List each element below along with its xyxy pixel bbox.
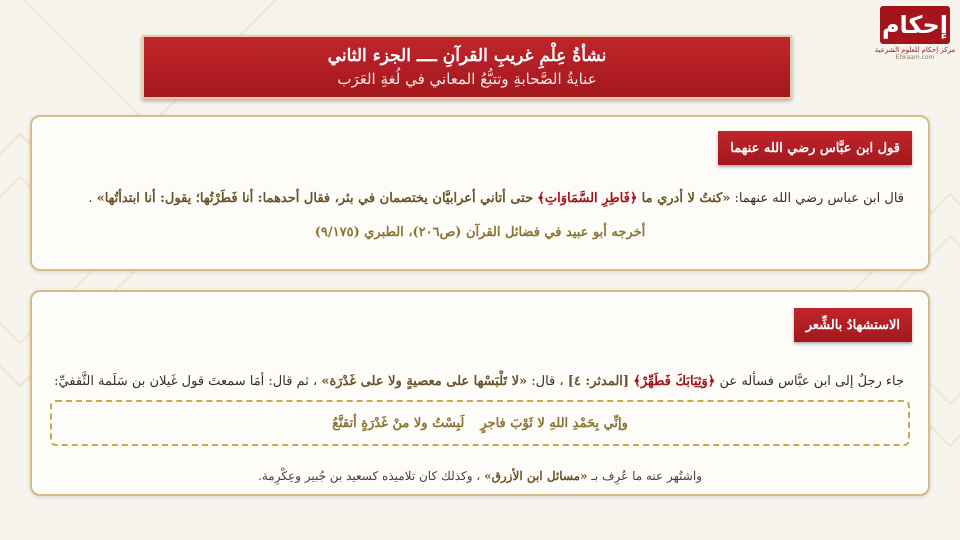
answer-quote: «لا تَلْبَسْها على معصيةٍ ولا على غَدْرَة» bbox=[321, 374, 528, 389]
source-citation: أخرجه أبو عبيد في فضائل القرآن (ص٢٠٦)، الطبري (٩/١٧٥) bbox=[314, 225, 646, 240]
logo-mark: إحكام bbox=[880, 6, 950, 44]
ayah-text: ﴿فَاطِرِ السَّمَاوَاتِ﴾ bbox=[537, 191, 638, 206]
note-text: واشتُهر عنه ما عُرِف بـ bbox=[591, 469, 702, 483]
poem-verse-box bbox=[50, 400, 910, 446]
narration-intro: جاء رجلٌ إلى ابن عبَّاس فسأله عن bbox=[719, 374, 904, 389]
page-subtitle: عنايةُ الصَّحابةِ وتتبُّعُ المعاني في لُغةِ العَرَب bbox=[337, 70, 597, 88]
poetry-panel bbox=[30, 290, 930, 496]
ayah-reference: [المدثر: ٤] bbox=[567, 374, 630, 389]
quote-end: حتى أتاني أعرابيَّان يختصمان في بئر، فقال أحدهما: أنا فَطَرْتُها؛ يقول: أنا ابتدأتُها» bbox=[96, 191, 534, 206]
narration-line bbox=[56, 372, 904, 392]
section-tag: الاستشهادُ بالشِّعر bbox=[794, 308, 912, 342]
page-title: نشأةُ عِلْمِ غريبِ القرآنِ ــــ الجزء الثاني bbox=[327, 46, 607, 66]
narration-text: ، ثم قال: أمَا سمعتَ قول غَيلان بن سَلَمة الثَّقفيِّ: bbox=[54, 374, 318, 389]
title-banner bbox=[142, 35, 792, 99]
logo-subtitle: مركز إحكام للعلوم الشرعية bbox=[874, 46, 956, 54]
verse-first-half: وإنِّي بِحَمْدِ اللهِ لا ثَوْبَ فاجرٍ bbox=[480, 415, 628, 431]
narration-line bbox=[56, 189, 904, 209]
narration-text: ، قال: bbox=[531, 374, 564, 389]
ayah-text: ﴿وَثِيَابَكَ فَطَهِّرْ﴾ bbox=[633, 374, 716, 389]
ibn-abbas-panel bbox=[30, 115, 930, 271]
quote-start: «كنتُ لا أدري ما bbox=[641, 191, 731, 206]
section-tag: قول ابن عبَّاس رضي الله عنهما bbox=[718, 131, 912, 165]
sentence-end: . bbox=[88, 191, 93, 206]
narration-intro: قال ابن عباس رضي الله عنهما: bbox=[734, 191, 904, 206]
book-title: «مسائل ابن الأزرق» bbox=[484, 469, 588, 483]
logo-tagline: Ehkaam.com bbox=[895, 54, 935, 61]
brand-logo bbox=[874, 6, 956, 68]
closing-note bbox=[56, 466, 904, 486]
verse-second-half: لَبِسْتُ ولا منْ غَدْرَةٍ أتقنَّعُ bbox=[332, 415, 465, 431]
note-text: ، وكذلك كان تلاميذه كسعيد بن جُبير وعِكْرِمة. bbox=[258, 469, 481, 483]
